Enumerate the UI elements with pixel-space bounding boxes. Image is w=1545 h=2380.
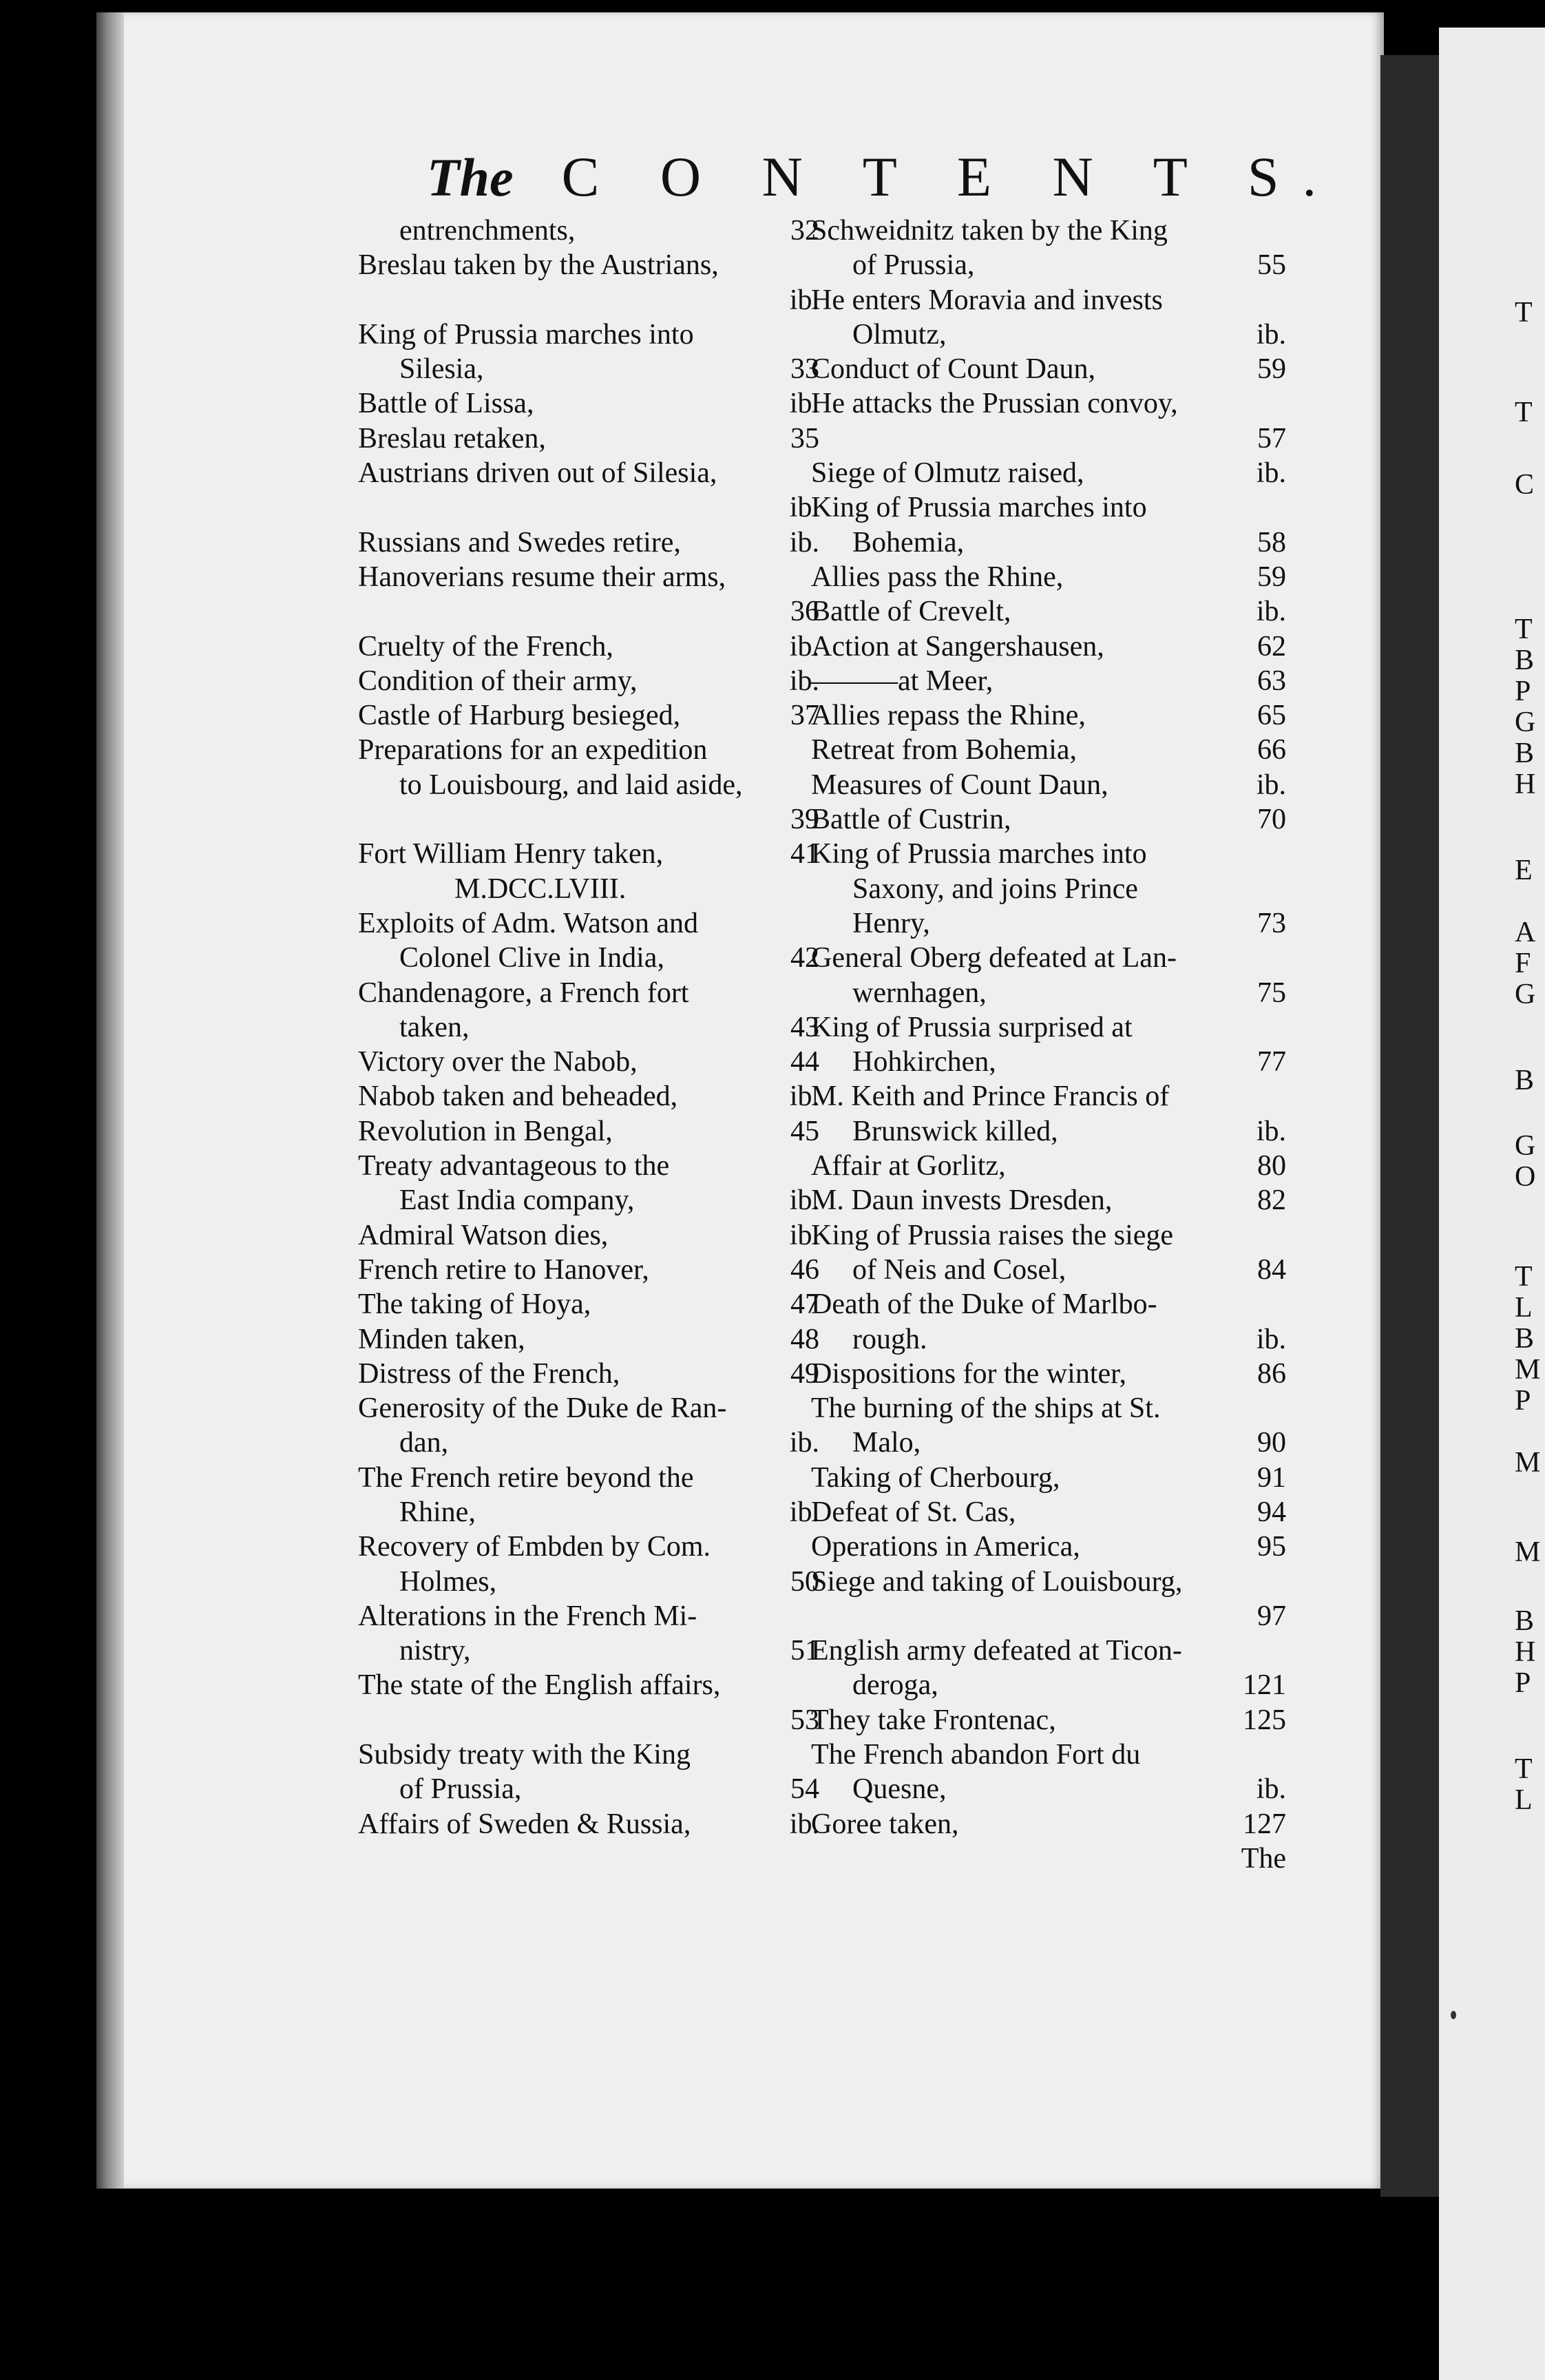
page-header (427, 145, 1340, 220)
contents-entry (358, 1461, 819, 1495)
contents-entry (811, 872, 1286, 906)
entry-title: Generosity of the Duke de Ran- (358, 1392, 727, 1425)
facing-page-letter: B (1515, 738, 1535, 769)
entry-page-number: 32 (790, 215, 819, 247)
contents-entry (358, 317, 819, 352)
entry-page-number: 84 (1257, 1253, 1286, 1286)
entry-title: Nabob taken and beheaded, (358, 1081, 678, 1113)
entry-page-number: 62 (1257, 630, 1286, 662)
contents-entry (358, 1391, 819, 1426)
entry-title: English army defeated at Ticon- (811, 1635, 1182, 1667)
contents-entry (811, 1218, 1286, 1253)
contents-entry (358, 1183, 819, 1218)
entry-title: taken, (399, 1011, 470, 1043)
contents-entry (811, 1841, 1286, 1876)
entry-page-number: 55 (1257, 249, 1286, 282)
entry-title: Saxony, and joins Prince (852, 873, 1138, 905)
contents-entry (811, 1737, 1286, 1772)
entry-page-number: ib. (789, 526, 819, 559)
entry-title: The French abandon Fort du (811, 1739, 1141, 1771)
entry-page-number: 43 (790, 1011, 819, 1043)
facing-page-letter: B (1515, 1323, 1535, 1355)
entry-title: The French retire beyond the (358, 1461, 694, 1494)
entry-title: Austrians driven out of Silesia, (358, 457, 717, 490)
entry-title: Action at Sangershausen, (811, 630, 1104, 662)
entry-title: Victory over the Nabob, (358, 1046, 638, 1078)
entry-title: Treaty advantageous to the (358, 1150, 670, 1182)
entry-page-number: ib. (1256, 769, 1286, 801)
contents-entry (358, 698, 819, 733)
facing-page-letter: H (1515, 769, 1536, 800)
entry-title: Operations in America, (811, 1531, 1080, 1563)
entry-title: Allies repass the Rhine, (811, 700, 1086, 732)
contents-entry (358, 352, 819, 386)
facing-page-letter: M (1515, 1447, 1541, 1479)
entry-title: ———at Meer, (811, 665, 994, 697)
entry-page-number: 121 (1243, 1669, 1286, 1702)
entry-title: General Oberg defeated at Lan- (811, 942, 1177, 974)
entry-title: Schweidnitz taken by the King (811, 215, 1168, 247)
entry-page-number: 45 (790, 1115, 819, 1147)
contents-entry (811, 1633, 1286, 1668)
entry-title: Hohkirchen, (852, 1046, 996, 1078)
contents-entry (811, 941, 1286, 975)
contents-entry (358, 1737, 819, 1772)
entry-title: Revolution in Bengal, (358, 1115, 613, 1147)
entry-title: M. Daun invests Dresden, (811, 1184, 1113, 1217)
entry-page-number: 63 (1257, 665, 1286, 697)
entry-title: rough. (852, 1323, 927, 1355)
entry-title: Taking of Cherbourg, (811, 1461, 1060, 1494)
entry-title: wernhagen, (852, 977, 987, 1009)
entry-page-number: 73 (1257, 907, 1286, 939)
contents-entry (358, 560, 819, 594)
entry-page-number: ib. (1256, 596, 1286, 628)
entry-page-number: 66 (1257, 734, 1286, 766)
contents-entry (358, 1149, 819, 1183)
entry-page-number: 65 (1257, 700, 1286, 732)
contents-entry (811, 802, 1286, 837)
contents-entry (811, 352, 1286, 386)
contents-entry (358, 802, 819, 837)
entry-page-number: 59 (1257, 353, 1286, 386)
contents-entry (811, 248, 1286, 282)
entry-title: deroga, (852, 1669, 938, 1702)
facing-page-letter: P (1515, 1385, 1531, 1417)
entry-page-number: 97 (1257, 1600, 1286, 1632)
entry-title: entrenchments, (399, 215, 576, 247)
contents-entry (811, 1149, 1286, 1183)
contents-entry (811, 1253, 1286, 1287)
contents-entry (811, 1357, 1286, 1391)
entry-title: Cruelty of the French, (358, 630, 613, 662)
contents-entry (358, 1599, 819, 1633)
entry-title: Conduct of Count Daun, (811, 353, 1095, 386)
contents-entry (811, 1322, 1286, 1357)
entry-title: Rhine, (399, 1496, 476, 1528)
contents-entry (358, 213, 819, 248)
entry-title: of Prussia, (852, 249, 975, 282)
entry-page-number: 41 (790, 838, 819, 870)
entry-title: Preparations for an expedition (358, 734, 708, 766)
contents-entry (358, 1807, 819, 1841)
facing-page-letter: B (1515, 1065, 1535, 1096)
entry-page-number: ib. (789, 492, 819, 524)
entry-page-number: ib. (789, 1427, 819, 1459)
facing-page-letter: H (1515, 1636, 1536, 1668)
entry-title: Holmes, (399, 1565, 497, 1598)
contents-entry (811, 768, 1286, 802)
entry-title: Russians and Swedes retire, (358, 526, 681, 559)
entry-page-number: 39 (790, 804, 819, 836)
facing-page-letter: T (1515, 297, 1533, 328)
contents-entry (358, 629, 819, 664)
contents-entry (358, 733, 819, 767)
entry-page-number: 53 (790, 1704, 819, 1736)
entry-title: They take Frontenac, (811, 1704, 1056, 1736)
entry-page-number: 57 (1257, 422, 1286, 455)
contents-entry (811, 1565, 1286, 1599)
contents-entry (358, 1495, 819, 1530)
contents-entry (358, 941, 819, 975)
contents-entry (358, 1114, 819, 1149)
contents-entry (811, 1045, 1286, 1079)
entry-page-number: 47 (790, 1288, 819, 1321)
contents-entry (358, 837, 819, 871)
entry-page-number: 46 (790, 1253, 819, 1286)
ink-speck (1451, 2011, 1456, 2019)
contents-entry (358, 1426, 819, 1460)
entry-title: M. Keith and Prince Francis of (811, 1081, 1170, 1113)
entry-title: East India company, (399, 1184, 635, 1217)
contents-entry (811, 421, 1286, 456)
entry-title: He attacks the Prussian convoy, (811, 388, 1178, 420)
contents-entry (811, 1599, 1286, 1633)
contents-entry (811, 1391, 1286, 1426)
contents-entry (811, 1426, 1286, 1460)
contents-entry (358, 1287, 819, 1322)
entry-title: Allies pass the Rhine, (811, 561, 1064, 593)
entry-page-number: ib. (789, 1081, 819, 1113)
entry-page-number: 58 (1257, 526, 1286, 559)
facing-page-letter: G (1515, 979, 1536, 1010)
entry-page-number: 82 (1257, 1184, 1286, 1217)
entry-title: Henry, (852, 907, 930, 939)
entry-title: Breslau taken by the Austrians, (358, 249, 719, 282)
entry-page-number: 127 (1243, 1808, 1286, 1840)
contents-left-column (358, 213, 819, 1841)
contents-entry (811, 283, 1286, 317)
contents-entry (811, 317, 1286, 352)
contents-entry (358, 768, 819, 802)
entry-page-number: 50 (790, 1565, 819, 1598)
entry-page-number: 37 (790, 700, 819, 732)
contents-entry (358, 456, 819, 490)
contents-entry (358, 906, 819, 941)
entry-title: Fort William Henry taken, (358, 838, 664, 870)
facing-page-letter: F (1515, 948, 1531, 979)
contents-entry (358, 525, 819, 560)
entry-title: French retire to Hanover, (358, 1253, 649, 1286)
entry-title: Condition of their army, (358, 665, 638, 697)
contents-entry (811, 594, 1286, 629)
facing-page-letter: T (1515, 397, 1533, 428)
contents-entry (811, 456, 1286, 490)
entry-page-number: ib. (1256, 1115, 1286, 1147)
contents-entry (358, 594, 819, 629)
contents-entry (358, 976, 819, 1010)
entry-page-number: ib. (1256, 1323, 1286, 1355)
entry-title: Chandenagore, a French fort (358, 977, 689, 1009)
facing-page-letter: L (1515, 1292, 1533, 1324)
entry-title: of Prussia, (399, 1773, 522, 1806)
facing-page-letter: C (1515, 469, 1535, 501)
entry-page-number: 75 (1257, 977, 1286, 1009)
entry-page-number: 86 (1257, 1357, 1286, 1390)
entry-page-number: 51 (790, 1635, 819, 1667)
contents-entry (358, 1668, 819, 1702)
contents-entry (358, 1079, 819, 1114)
entry-title: Dispositions for the winter, (811, 1357, 1126, 1390)
contents-entry (811, 906, 1286, 941)
facing-page-letter: L (1515, 1784, 1533, 1816)
entry-page-number: 59 (1257, 561, 1286, 593)
entry-page-number: 70 (1257, 804, 1286, 836)
contents-entry (358, 1010, 819, 1045)
entry-page-number: 90 (1257, 1427, 1286, 1459)
book-gutter (1380, 55, 1439, 2197)
contents-entry (358, 664, 819, 698)
contents-entry (358, 1633, 819, 1668)
facing-page-letter: T (1515, 614, 1533, 645)
facing-page-letter: P (1515, 1667, 1531, 1699)
entry-title: Measures of Count Daun, (811, 769, 1108, 801)
right-page-fragment (1439, 28, 1545, 2380)
contents-entry (811, 1287, 1286, 1322)
entry-title: Subsidy treaty with the King (358, 1739, 691, 1771)
contents-entry (811, 1461, 1286, 1495)
entry-title: Admiral Watson dies, (358, 1219, 609, 1251)
contents-entry (358, 283, 819, 317)
entry-page-number: 35 (790, 422, 819, 455)
entry-title: Alterations in the French Mi- (358, 1600, 697, 1632)
contents-right-column (811, 213, 1286, 1876)
entry-title: Recovery of Embden by Com. (358, 1531, 711, 1563)
entry-title: Quesne, (852, 1773, 947, 1806)
entry-title: Breslau retaken, (358, 422, 546, 455)
entry-page-number: 91 (1257, 1461, 1286, 1494)
contents-entry (358, 490, 819, 525)
entry-title: Affair at Gorlitz, (811, 1150, 1006, 1182)
entry-title: Castle of Harburg besieged, (358, 700, 681, 732)
entry-page-number: ib. (789, 665, 819, 697)
entry-title: nistry, (399, 1635, 471, 1667)
entry-title: The state of the English affairs, (358, 1669, 721, 1702)
contents-entry (358, 248, 819, 282)
entry-title: Malo, (852, 1427, 921, 1459)
entry-title: King of Prussia marches into (811, 492, 1147, 524)
entry-title: Brunswick killed, (852, 1115, 1058, 1147)
entry-page-number: 80 (1257, 1150, 1286, 1182)
contents-entry (811, 664, 1286, 698)
contents-entry (358, 1253, 819, 1287)
entry-page-number: ib. (1256, 457, 1286, 490)
entry-title: Siege and taking of Louisbourg, (811, 1565, 1183, 1598)
facing-page-letter: B (1515, 1605, 1535, 1637)
contents-entry (811, 733, 1286, 767)
contents-entry (811, 386, 1286, 421)
contents-entry (811, 1495, 1286, 1530)
entry-title: of Neis and Cosel, (852, 1253, 1066, 1286)
entry-title: Distress of the French, (358, 1357, 620, 1390)
entry-title: Silesia, (399, 353, 484, 386)
contents-entry (358, 1703, 819, 1737)
entry-page-number: ib. (789, 630, 819, 662)
entry-title: Affairs of Sweden & Russia, (358, 1808, 691, 1840)
header-contents: C O N T E N T S. (561, 145, 1340, 208)
entry-page-number: The (1241, 1842, 1286, 1875)
contents-entry (811, 490, 1286, 525)
entry-page-number: 48 (790, 1323, 819, 1355)
facing-page-letter: T (1515, 1753, 1533, 1785)
facing-page-letter: O (1515, 1161, 1536, 1193)
entry-page-number: 42 (790, 942, 819, 974)
facing-page-letter: T (1515, 1261, 1533, 1293)
contents-entry (811, 213, 1286, 248)
entry-page-number: 95 (1257, 1531, 1286, 1563)
entry-title: Death of the Duke of Marlbo- (811, 1288, 1157, 1321)
facing-page-letter: M (1515, 1354, 1541, 1386)
entry-title: King of Prussia marches into (811, 838, 1147, 870)
header-the: The (427, 147, 514, 207)
entry-title: Bohemia, (852, 526, 965, 559)
entry-page-number: 33 (790, 353, 819, 386)
entry-title: Colonel Clive in India, (399, 942, 664, 974)
entry-page-number: ib. (1256, 1773, 1286, 1806)
entry-title: Battle of Crevelt, (811, 596, 1011, 628)
facing-page-letter: P (1515, 676, 1531, 707)
entry-page-number: 77 (1257, 1046, 1286, 1078)
entry-page-number: ib. (789, 1496, 819, 1528)
contents-entry (358, 872, 819, 906)
entry-page-number: ib. (789, 388, 819, 420)
entry-page-number: 125 (1243, 1704, 1286, 1736)
contents-entry (358, 421, 819, 456)
contents-entry (358, 1530, 819, 1564)
contents-entry (811, 1079, 1286, 1114)
contents-entry (358, 1772, 819, 1806)
contents-entry (811, 1114, 1286, 1149)
entry-page-number: 54 (790, 1773, 819, 1806)
entry-title: Goree taken, (811, 1808, 959, 1840)
entry-title: Retreat from Bohemia, (811, 734, 1078, 766)
facing-page-letter: G (1515, 1130, 1536, 1162)
entry-title: He enters Moravia and invests (811, 284, 1163, 316)
entry-page-number: ib. (1256, 318, 1286, 351)
contents-entry (811, 1703, 1286, 1737)
entry-title: King of Prussia surprised at (811, 1011, 1133, 1043)
entry-title: King of Prussia marches into (358, 318, 694, 351)
entry-page-number: ib. (789, 1184, 819, 1217)
contents-entry (811, 1668, 1286, 1702)
entry-title: Siege of Olmutz raised, (811, 457, 1084, 490)
contents-entry (811, 1010, 1286, 1045)
contents-entry (811, 1807, 1286, 1841)
entry-title: Olmutz, (852, 318, 947, 351)
entry-title: Battle of Custrin, (811, 804, 1011, 836)
entry-page-number: ib. (789, 1808, 819, 1840)
entry-title: dan, (399, 1427, 449, 1459)
contents-entry (358, 1357, 819, 1391)
entry-title: The burning of the ships at St. (811, 1392, 1161, 1425)
contents-entry (811, 1530, 1286, 1564)
entry-page-number: ib. (789, 284, 819, 316)
facing-page-letter: B (1515, 645, 1535, 676)
contents-entry (811, 629, 1286, 664)
entry-title: Hanoverians resume their arms, (358, 561, 726, 593)
contents-entry (811, 698, 1286, 733)
entry-title: King of Prussia raises the siege (811, 1219, 1174, 1251)
contents-entry (811, 976, 1286, 1010)
facing-page-letter: E (1515, 855, 1533, 886)
contents-entry (358, 1045, 819, 1079)
contents-entry (358, 1322, 819, 1357)
facing-page-letter: M (1515, 1536, 1541, 1568)
entry-page-number: 44 (790, 1046, 819, 1078)
entry-title: to Louisbourg, and laid aside, (399, 769, 743, 801)
entry-title: Battle of Lissa, (358, 388, 534, 420)
facing-page-letter: G (1515, 707, 1536, 738)
page-edge-shadow (96, 12, 124, 2189)
contents-entry (811, 560, 1286, 594)
entry-page-number: 36 (790, 596, 819, 628)
contents-entry (811, 837, 1286, 871)
entry-page-number: 49 (790, 1357, 819, 1390)
contents-entry (811, 525, 1286, 560)
entry-title: M.DCC.LVIII. (454, 873, 627, 905)
entry-title: The taking of Hoya, (358, 1288, 591, 1321)
contents-entry (358, 1218, 819, 1253)
entry-page-number: 94 (1257, 1496, 1286, 1528)
facing-page-letter: A (1515, 917, 1536, 948)
contents-entry (358, 386, 819, 421)
contents-entry (358, 1565, 819, 1599)
entry-title: Exploits of Adm. Watson and (358, 907, 698, 939)
contents-entry (811, 1772, 1286, 1806)
entry-title: Minden taken, (358, 1323, 525, 1355)
entry-page-number: ib. (789, 1219, 819, 1251)
entry-title: Defeat of St. Cas, (811, 1496, 1016, 1528)
contents-entry (811, 1183, 1286, 1218)
